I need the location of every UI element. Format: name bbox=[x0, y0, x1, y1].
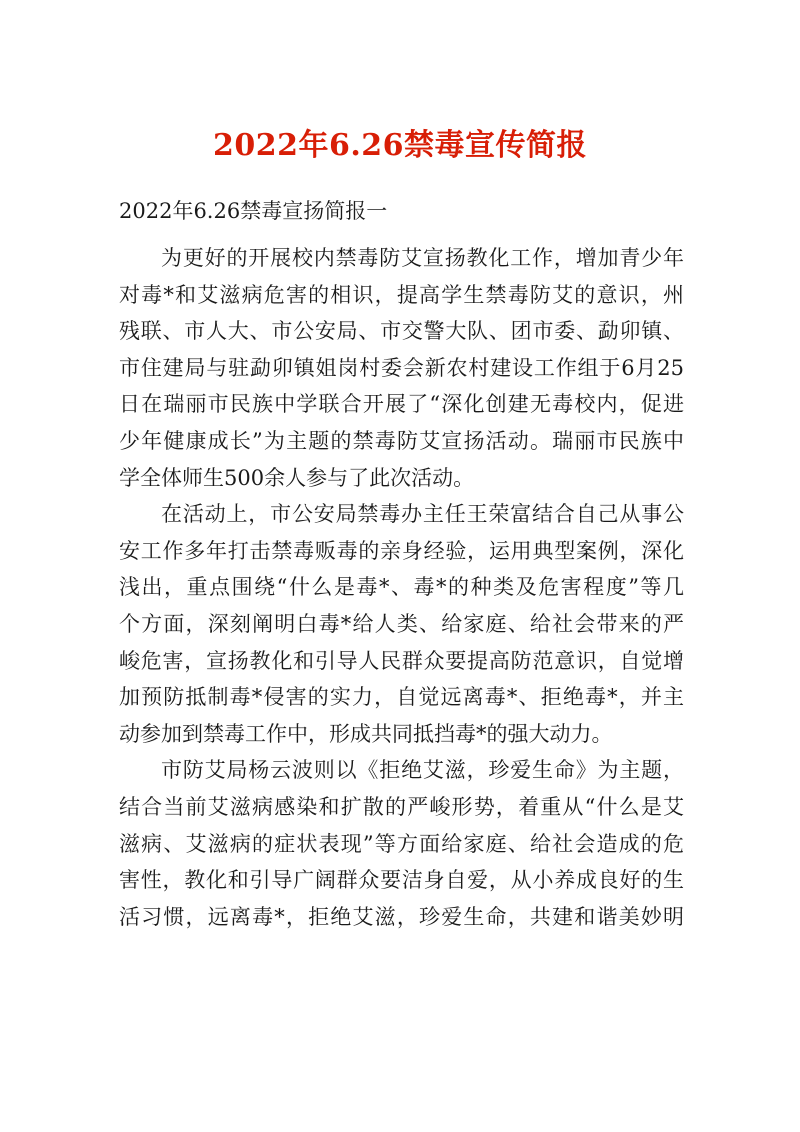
document-body bbox=[119, 240, 684, 935]
text-line: 在活动上，市公安局禁毒办主任王荣富结合自己从事公 bbox=[161, 502, 684, 527]
document-subtitle: 2022年6.26禁毒宣扬简报一 bbox=[119, 199, 388, 223]
text-line: 日在瑞丽市民族中学联合开展了“深化创建无毒校内，促进 bbox=[119, 392, 684, 417]
text-line: 为更好的开展校内禁毒防艾宣扬教化工作，增加青少年 bbox=[161, 246, 684, 270]
text-line: 市防艾局杨云波则以《拒绝艾滋，珍爱生命》为主题， bbox=[161, 758, 684, 783]
text-line: 结合当前艾滋病感染和扩散的严峻形势，着重从“什么是艾 bbox=[119, 794, 684, 819]
text-line: 峻危害，宣扬教化和引导人民群众要提高防范意识，自觉增 bbox=[119, 648, 684, 673]
text-line: 滋病、艾滋病的症状表现”等方面给家庭、给社会造成的危 bbox=[119, 831, 684, 856]
text-line: 市住建局与驻勐卯镇姐岗村委会新农村建设工作组于6月25 bbox=[119, 355, 684, 380]
text-line: 动参加到禁毒工作中，形成共同抵挡毒*的强大动力。 bbox=[119, 721, 613, 746]
text-line: 个方面，深刻阐明白毒*给人类、给家庭、给社会带来的严 bbox=[119, 611, 684, 636]
text-line: 活习惯，远离毒*，拒绝艾滋，珍爱生命，共建和谐美妙明 bbox=[119, 904, 684, 929]
text-line: 安工作多年打击禁毒贩毒的亲身经验，运用典型案例，深化 bbox=[119, 538, 684, 563]
text-line: 加预防抵制毒*侵害的实力，自觉远离毒*、拒绝毒*，并主 bbox=[119, 685, 684, 710]
document-title: 2022年6.26禁毒宣传简报 bbox=[212, 128, 588, 163]
text-line: 学全体师生500余人参与了此次活动。 bbox=[119, 465, 475, 490]
text-line: 浅出，重点围绕“什么是毒*、毒*的种类及危害程度”等几 bbox=[119, 575, 684, 600]
text-line: 少年健康成长”为主题的禁毒防艾宣扬活动。瑞丽市民族中 bbox=[119, 428, 684, 453]
text-line: 对毒*和艾滋病危害的相识，提高学生禁毒防艾的意识，州 bbox=[119, 282, 684, 307]
text-line: 残联、市人大、市公安局、市交警大队、团市委、勐卯镇、 bbox=[119, 319, 684, 344]
text-line: 害性，教化和引导广阔群众要洁身自爱，从小养成良好的生 bbox=[119, 868, 684, 893]
